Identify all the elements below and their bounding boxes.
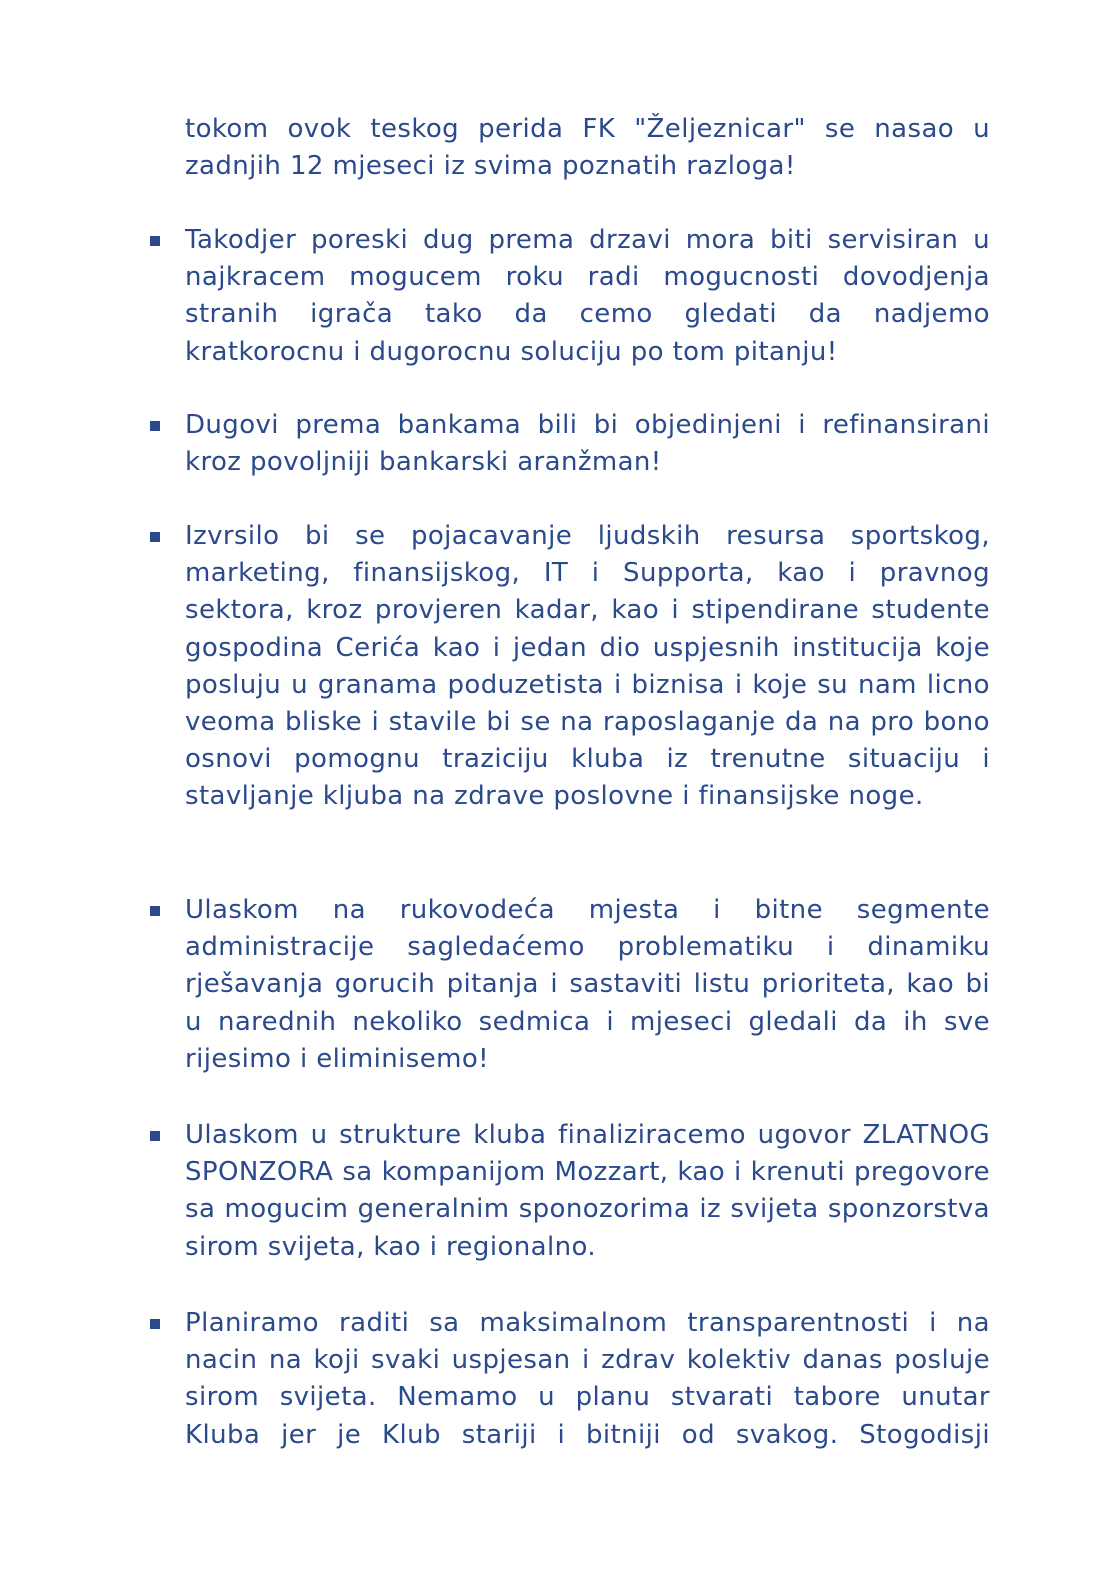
bullet-item-transparency: Planiramo raditi sa maksimalnom transparentnosti i na nacin na koji svaki uspjesan i zdrav kolektiv danas posluje sirom svijeta. Nemamo u planu stvarati tabore unutar Kluba jer je Klub stariji i bitniji od svakog. Stogodisji [185,1308,990,1450]
bullet-marker [150,1131,160,1141]
bullet-marker [150,421,160,431]
bullet-marker [150,236,160,246]
intro-paragraph-continuation: tokom ovok teskog perida FK "Željeznicar" se nasao u zadnjih 12 mjeseci iz svima poznatih razloga! [185,114,990,182]
bullet-item-tax-debt: Takodjer poreski dug prema drzavi mora biti servisiran u najkracem mogucem roku radi mogucnosti dovodjenja stranih igrača tako da cemo gledati da nadjemo kratkorocnu i dugorocnu soluciju po tom pitanju! [185,225,990,367]
bullet-item-management-positions: Ulaskom na rukovodeća mjesta i bitne segmente administracije sagledaćemo problematiku i dinamiku rješavanja gorucih pitanja i sastaviti listu prioriteta, kao bi u narednih nekoliko sedmica i mjeseci gledali da ih sve rijesimo i eliminisemo! [185,895,990,1074]
bullet-item-bank-debts: Dugovi prema bankama bili bi objedinjeni i refinansirani kroz povoljniji bankarski aranžman! [185,410,990,478]
bullet-item-human-resources: Izvrsilo bi se pojacavanje ljudskih resursa sportskog, marketing, finansijskog, IT i Supporta, kao i pravnog sektora, kroz provjeren kadar, kao i stipendirane studente gospodina Cerića kao i jedan dio uspjesnih institucija koje posluju u granama poduzetista i biznisa i koje su nam licno veoma bliske i stavile bi se na raposlaganje da na pro bono osnovi pomognu traziciju kluba iz trenutne situaciju i stavljanje kljuba na zdrave poslovne i finansijske noge. [185,521,990,812]
bullet-marker [150,532,160,542]
bullet-marker [150,906,160,916]
bullet-item-sponsorship: Ulaskom u strukture kluba finaliziracemo ugovor ZLATNOG SPONZORA sa kompanijom Mozzart, kao i krenuti pregovore sa mogucim generalnim sponozorima iz svijeta sponzorstva sirom svijeta, kao i regionalno. [185,1120,990,1262]
bullet-marker [150,1319,160,1329]
